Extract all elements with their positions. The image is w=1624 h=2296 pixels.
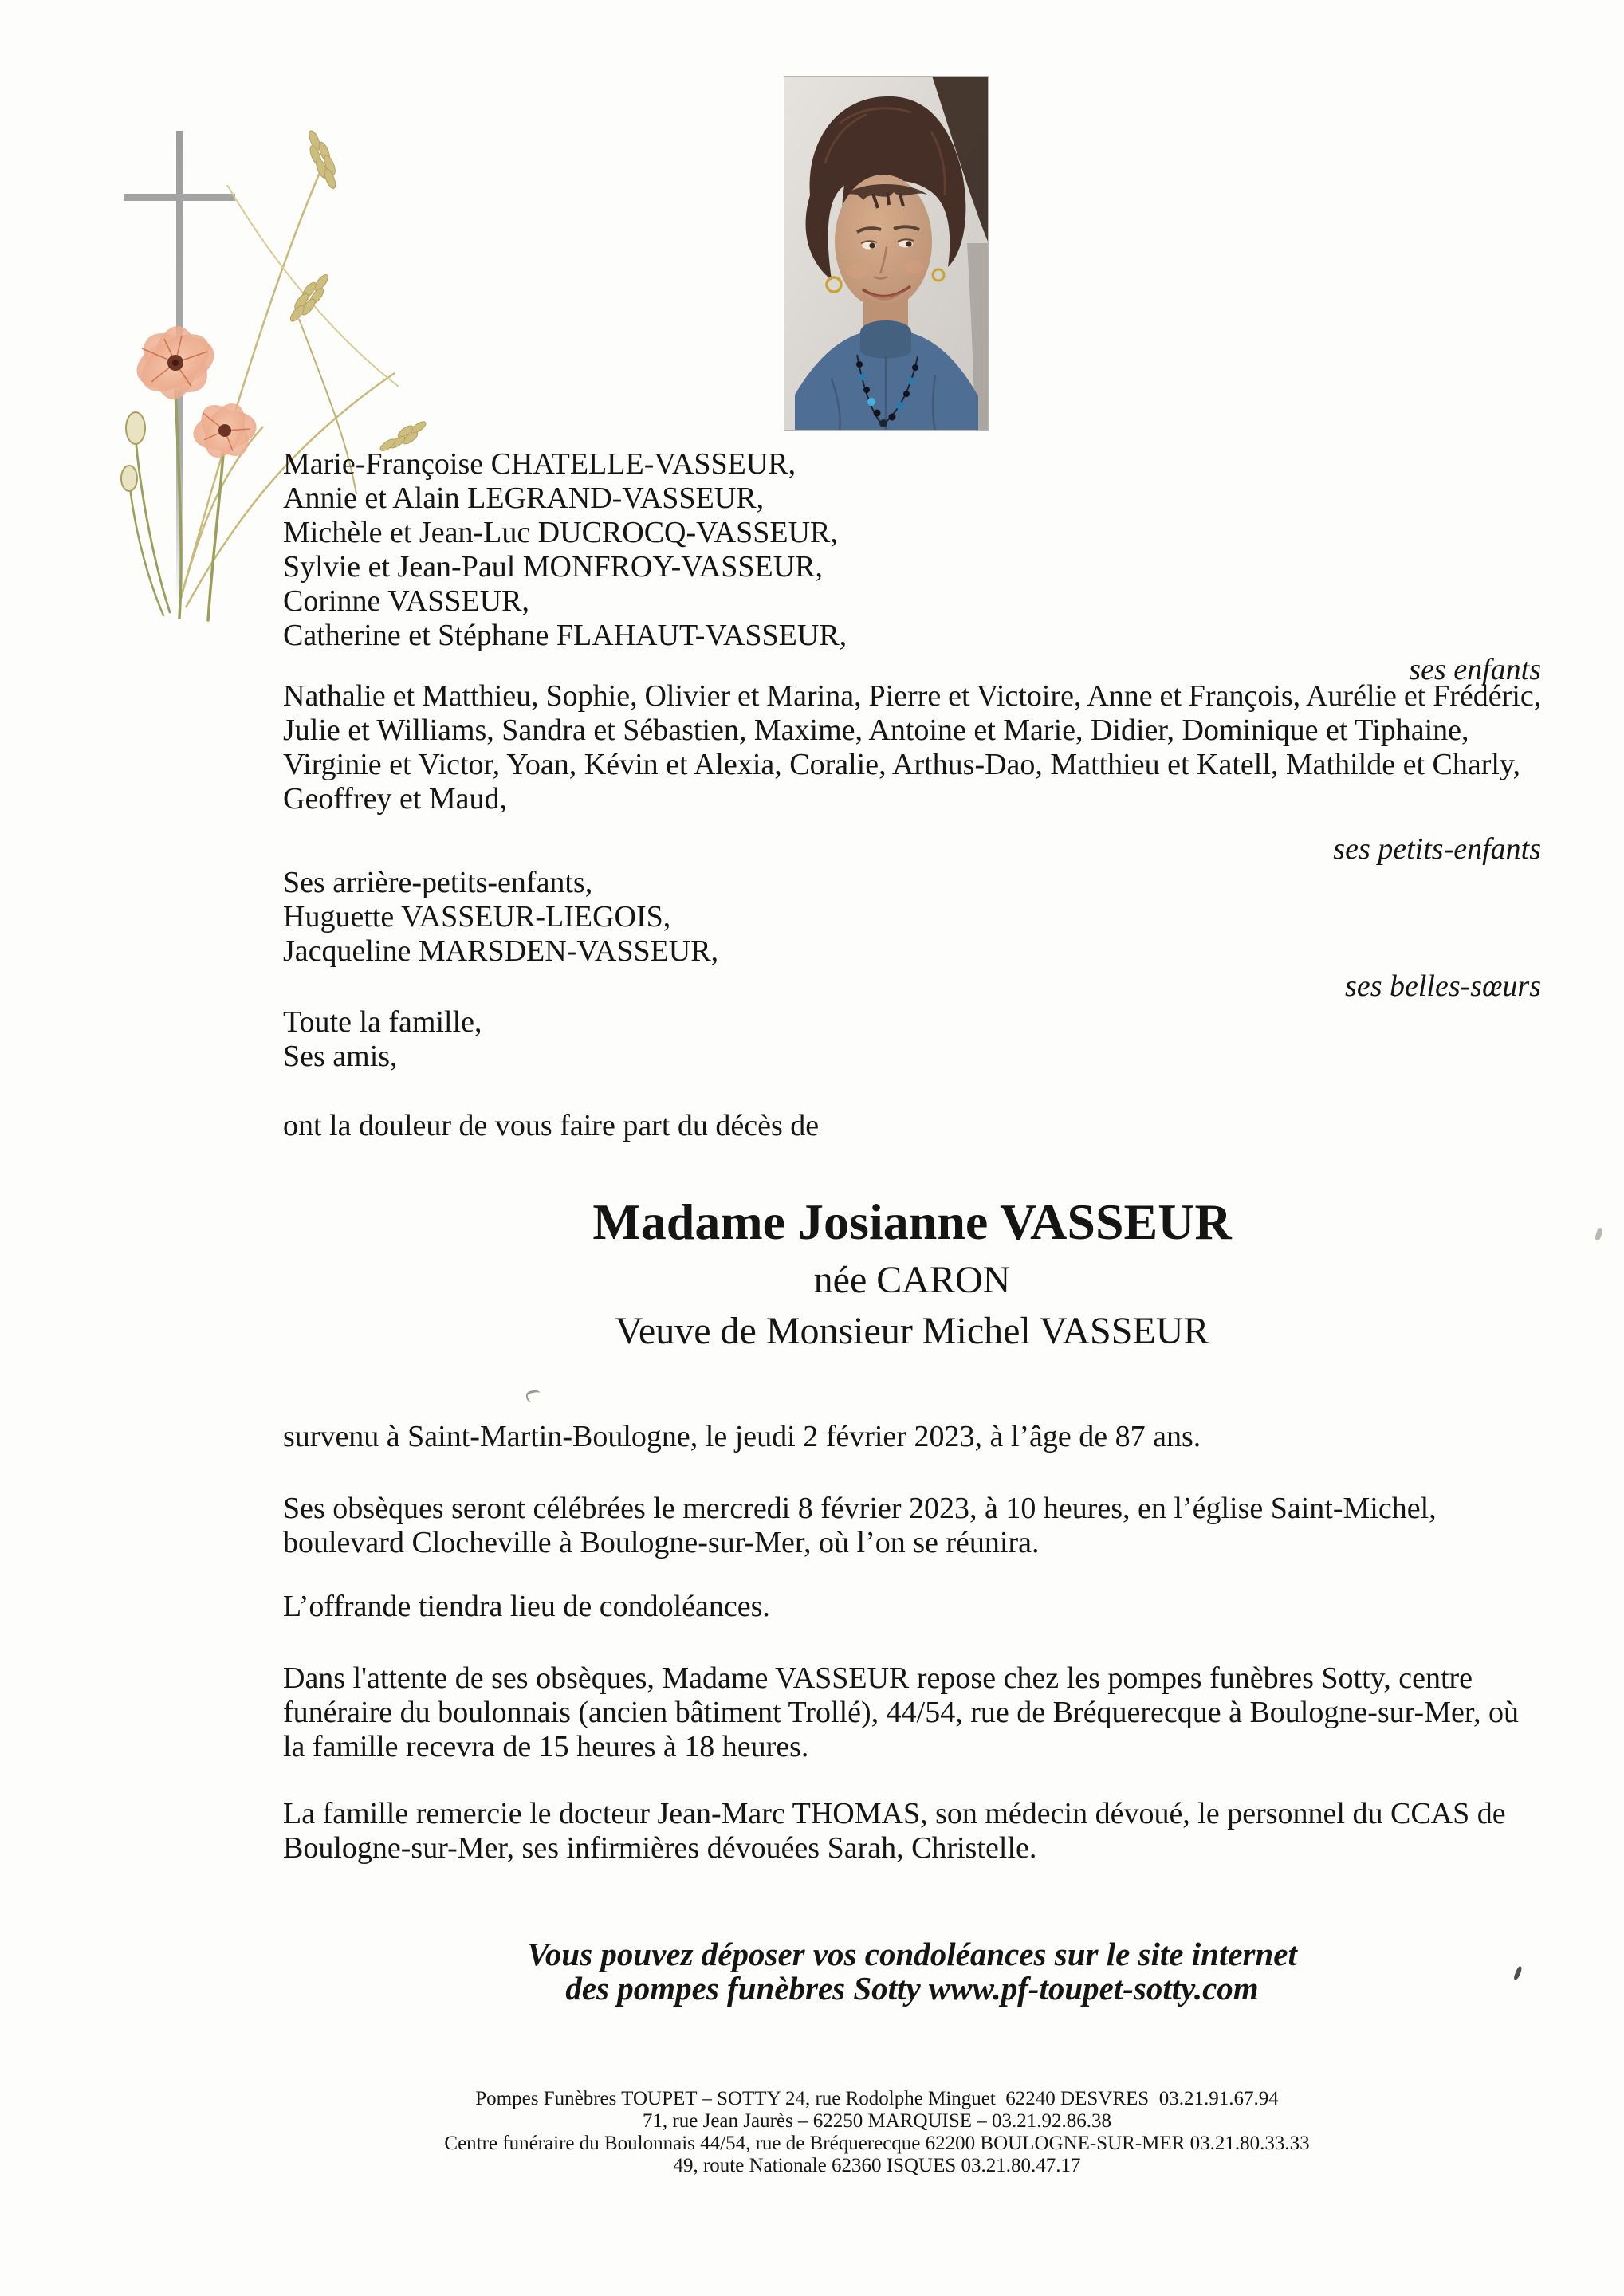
poppy-buds	[121, 412, 145, 491]
sisters-in-law-label-row	[283, 969, 1541, 1004]
grandchildren-label: ses petits-enfants	[1333, 832, 1541, 866]
sisters-in-law-label: ses belles-sœurs	[1345, 969, 1541, 1003]
deceased-name-row	[283, 1194, 1541, 1250]
thanks-line: Boulogne-sur-Mer, ses infirmières dévouées Sarah, Christelle.	[283, 1831, 1037, 1865]
funeral-paragraph	[283, 1492, 1541, 1560]
whole-family-line: Toute la famille,	[283, 1005, 482, 1039]
repose-line: la famille recevra de 15 heures à 18 heures.	[283, 1730, 809, 1763]
thanks-line: La famille remercie le docteur Jean-Marc THOMAS, son médecin dévoué, le personnel du CCAS de	[283, 1797, 1506, 1830]
repose-line: funéraire du boulonnais (ancien bâtiment Trollé), 44/54, rue de Bréquerecque à Boulogne-sur-Mer, où	[283, 1696, 1519, 1729]
funeral-home-footer	[223, 2088, 1531, 2177]
great-grandchildren-line: Ses arrière-petits-enfants,	[283, 866, 593, 899]
deceased-name: Madame Josianne VASSEUR	[592, 1193, 1232, 1250]
scan-artifact	[1595, 1227, 1604, 1240]
scan-artifact	[525, 1389, 542, 1402]
maiden-name: née CARON	[813, 1259, 1011, 1301]
grandchildren-list	[283, 679, 1541, 816]
children-list	[283, 447, 1541, 653]
intro-row	[283, 1109, 1541, 1143]
great-grandchildren-block	[283, 866, 1541, 969]
wheat-heads	[285, 128, 430, 459]
children-line: Corinne VASSEUR,	[283, 584, 529, 618]
footer-line: 71, rue Jean Jaurès – 62250 MARQUISE – 03.21.92.86.38	[642, 2110, 1112, 2132]
widow-row	[283, 1309, 1541, 1354]
deceased-portrait-photo	[784, 76, 989, 431]
offering-row	[283, 1590, 1541, 1624]
footer-line: Centre funéraire du Boulonnais 44/54, rue de Bréquerecque 62200 BOULOGNE-SUR-MER 03.21.80.33.33	[444, 2133, 1310, 2154]
children-line: Annie et Alain LEGRAND-VASSEUR,	[283, 482, 765, 515]
death-row	[283, 1420, 1541, 1454]
grandchildren-label-row	[283, 832, 1541, 867]
offering-line: L’offrande tiendra lieu de condoléances.	[283, 1590, 770, 1623]
thanks-paragraph	[283, 1797, 1541, 1866]
children-label: ses enfants	[1409, 653, 1541, 686]
footer-line: 49, route Nationale 62360 ISQUES 03.21.80.47.17	[673, 2155, 1081, 2176]
grandchildren-line: Geoffrey et Maud,	[283, 782, 508, 816]
children-line: Sylvie et Jean-Paul MONFROY-VASSEUR,	[283, 550, 824, 584]
intro-line: ont la douleur de vous faire part du décès de	[283, 1109, 820, 1142]
poppy-flower	[130, 321, 221, 404]
condolences-note-line: Vous pouvez déposer vos condoléances sur le site internet	[527, 1936, 1297, 1972]
footer-line: Pompes Funèbres TOUPET – SOTTY 24, rue Rodolphe Minguet 62240 DESVRES 03.21.91.67.94	[475, 2088, 1279, 2109]
sister-in-law-line: Huguette VASSEUR-LIEGOIS,	[283, 900, 671, 934]
widow-line: Veuve de Monsieur Michel VASSEUR	[615, 1310, 1209, 1352]
death-line: survenu à Saint-Martin-Boulogne, le jeudi 2 février 2023, à l’âge de 87 ans.	[283, 1420, 1201, 1453]
children-line: Catherine et Stéphane FLAHAUT-VASSEUR,	[283, 619, 847, 652]
children-line: Marie-Françoise CHATELLE-VASSEUR,	[283, 447, 796, 481]
grandchildren-line: Nathalie et Matthieu, Sophie, Olivier et Marina, Pierre et Victoire, Anne et François, Aurélie et Frédéric,	[283, 679, 1542, 713]
repose-line: Dans l'attente de ses obsèques, Madame VASSEUR repose chez les pompes funèbres Sotty, centre	[283, 1661, 1473, 1695]
grandchildren-line: Virginie et Victor, Yoan, Kévin et Alexia, Coralie, Arthus-Dao, Matthieu et Katell, Mathilde et Charly,	[283, 748, 1520, 781]
condolences-note-line: des pompes funèbres Sotty www.pf-toupet-sotty.com	[565, 1970, 1259, 2007]
funeral-line: Ses obsèques seront célébrées le mercredi 8 février 2023, à 10 heures, en l’église Saint-Michel,	[283, 1492, 1437, 1525]
sister-in-law-line: Jacqueline MARSDEN-VASSEUR,	[283, 934, 719, 968]
family-friends-block	[283, 1005, 1541, 1074]
condolences-note	[283, 1937, 1541, 2006]
grandchildren-line: Julie et Williams, Sandra et Sébastien, Maxime, Antoine et Marie, Didier, Dominique et Tiphaine,	[283, 714, 1469, 747]
friends-line: Ses amis,	[283, 1040, 398, 1073]
maiden-name-row	[283, 1258, 1541, 1303]
funeral-line: boulevard Clocheville à Boulogne-sur-Mer, où l’on se réunira.	[283, 1526, 1040, 1559]
repose-paragraph	[283, 1661, 1541, 1764]
poppy-flower	[181, 390, 269, 470]
children-line: Michèle et Jean-Luc DUCROCQ-VASSEUR,	[283, 516, 838, 549]
